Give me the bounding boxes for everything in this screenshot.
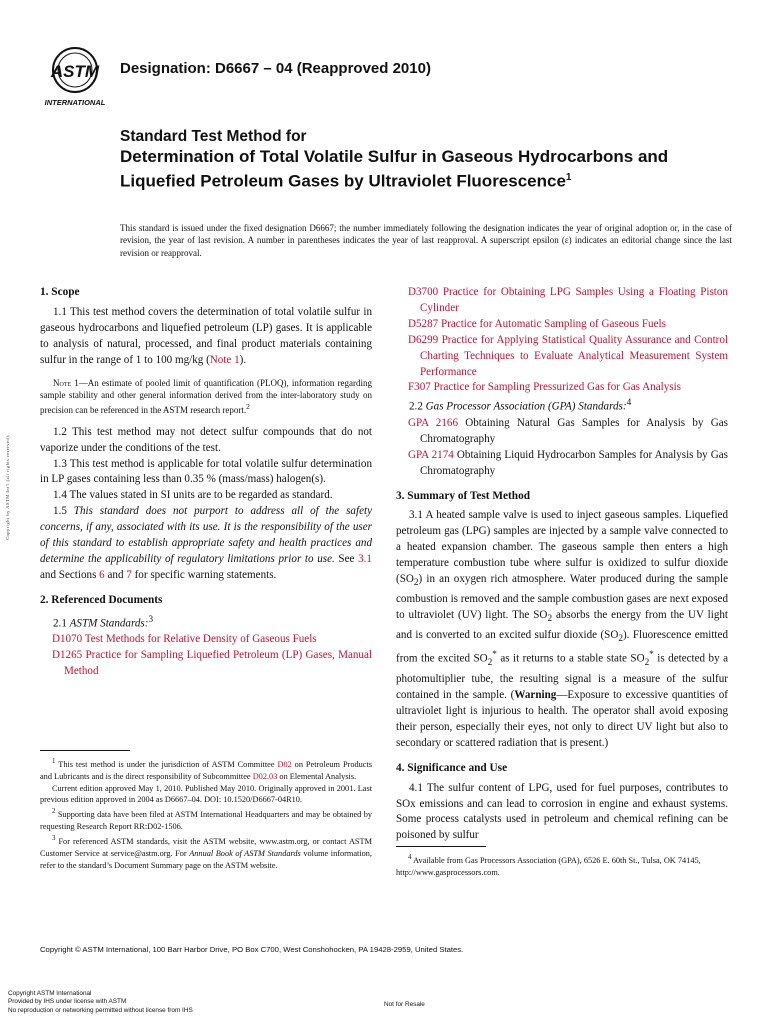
ref-d5287[interactable]: [396, 317, 728, 333]
ref-title: Test Methods for Relative Density of Gaseous Fuels: [84, 633, 317, 646]
para-1-5-and2: and: [104, 568, 127, 581]
astm-logo-icon: [38, 46, 112, 110]
para-1-3: 1.3 This test method is applicable for total volatile sulfur determination in LP gases containing less than 0.35 % (mass/mass) halogen(s).: [40, 457, 372, 486]
ref-gpa-2174[interactable]: [396, 448, 728, 480]
footnote-1: [40, 756, 372, 783]
section-1-heading: 1. Scope: [40, 286, 80, 298]
footnote-rule-right: [396, 846, 486, 847]
fn3-italic: Annual Book of ASTM Standards: [189, 848, 301, 858]
margin-text: Copyright by ASTM Int'l (all rights reserved);: [5, 433, 10, 540]
ref-title: Obtaining Natural Gas Samples for Analysis by Gas Chromatography: [420, 416, 728, 445]
para-1-1-text: 1.1 This test method covers the determination of total volatile sulfur in gaseous hydrocarbons and liquefied petroleum (LP) gases. It is applicable to analysis of natural, processed, and final product materials containing sulfur in the range of 1 to 100 mg/kg (: [40, 305, 372, 366]
license-notice: [8, 990, 193, 1015]
link-section-7[interactable]: 7: [126, 568, 132, 581]
summary-text-4: ). Fluorescence emitted from the excited SO: [396, 629, 728, 666]
sub-2-1-sup: 3: [148, 614, 154, 625]
copyright-line: Copyright © ASTM International, 100 Barr Harbor Drive, PO Box C700, West Conshohocken, PA 19428-2959, United States.: [40, 945, 464, 954]
footnote-2: [40, 806, 372, 833]
ref-code: D1265: [52, 649, 83, 662]
fn1-text-b: on Petroleum Products and Lubricants and is the direct responsibility of Subcommittee: [40, 759, 372, 781]
note-1: [40, 377, 372, 417]
title-footnote-mark: 1: [565, 171, 572, 183]
ref-code: D3700: [408, 286, 439, 298]
license-line-1: Copyright ASTM International: [8, 990, 92, 997]
para-3-1: [396, 508, 728, 751]
fn3-sup: 3: [52, 834, 56, 842]
para-4-1: 4.1 The sulfur content of LPG, used for fuel purposes, contributes to SOx emissions and can lead to corrosion in engine and exhaust systems. Some process catalysts used in petroleum and chemical refining can be poisoned by sulfur: [396, 781, 728, 842]
para-1-5: [40, 504, 372, 584]
para-1-2: 1.2 This test method may not detect sulfur compounds that do not vaporize under the conditions of the test.: [40, 425, 372, 454]
footnote-3: [40, 833, 372, 871]
ref-code: GPA 2166: [408, 416, 458, 429]
right-column: [396, 285, 728, 844]
fn4-sup: 4: [408, 854, 412, 861]
ref-title: Practice for Applying Statistical Quality Assurance and Control Charting Techniques to Evaluate Analytical Measurement System Performance: [420, 333, 728, 378]
ref-code: D5287: [408, 317, 439, 330]
section-3-heading: 3. Summary of Test Method: [396, 489, 530, 502]
summary-text-3: absorbs the energy from the UV light and is converted to an excited sulfur dioxide (SO: [396, 609, 729, 642]
footnote-4: [396, 852, 728, 879]
para-1-1-end: ).: [239, 353, 247, 366]
ref-title: Obtaining Liquid Hydrocarbon Samples for Analysis by Gas Chromatography: [420, 448, 728, 477]
star: *: [492, 650, 497, 661]
astm-logo: [38, 46, 112, 110]
para-1-5-and: and Sections: [40, 568, 100, 581]
license-line-3: No reproduction or networking permitted without license from IHS: [8, 1006, 193, 1014]
para-1-4: 1.4 The values stated in SI units are to be regarded as standard.: [53, 489, 333, 502]
sub-2-1: [40, 613, 372, 633]
ref-title: Practice for Sampling Liquefied Petroleum (LP) Gases, Manual Method: [64, 649, 372, 678]
fn1-text-c: on Elemental Analysis.: [277, 771, 357, 781]
summary-text-2: ) in an oxygen rich atmosphere. Water produced during the sample combustion is removed and the sample combustion gases are next exposed to ultraviolet (UV) light. The SO: [396, 573, 728, 622]
title-line1: Standard Test Method for: [120, 128, 307, 145]
sub-2: 2: [413, 578, 419, 589]
fn3-text-a: For referenced ASTM standards, visit the ASTM website, www.astm.org, or contact ASTM Customer Service at service@astm.org. For: [40, 836, 372, 858]
sub-2: 2: [644, 658, 650, 669]
left-column: [40, 285, 372, 680]
ref-d6299[interactable]: [396, 333, 728, 381]
logo-sub: INTERNATIONAL: [44, 98, 106, 107]
committee-d02-link[interactable]: D02: [277, 759, 292, 769]
note-text: 1—An estimate of pooled limit of quantification (PLOQ), information regarding sample stability and other general information derived from the inter-laboratory study on precision can be referenced in the ASTM research report.: [40, 377, 372, 416]
sub-2: 2: [487, 658, 493, 669]
ref-d1265[interactable]: [40, 648, 372, 680]
ref-d1070[interactable]: [40, 632, 372, 648]
para-1-5-see: See: [334, 553, 359, 565]
fn1-sup: 1: [52, 758, 56, 765]
ref-title: Practice for Obtaining LPG Samples Using a Floating Piston Cylinder: [420, 286, 728, 314]
star: *: [649, 650, 654, 661]
ref-code: D6299: [408, 333, 439, 346]
fn3-text-b: volume information, refer to the standard’s Document Summary page on the ASTM website.: [40, 848, 373, 870]
section-2-heading: 2. Referenced Documents: [40, 593, 163, 606]
logo-letters: ASTM: [50, 62, 100, 81]
issued-notice: This standard is issued under the fixed designation D6667; the number immediately following the designation indicates the year of original adoption or, in the case of revision, the year of last revision. A number in parentheses indicates the year of last reapproval. A superscript epsilon (ε) indicates an editorial change since the last revision or reapproval.: [120, 223, 732, 258]
ref-f307[interactable]: [396, 380, 728, 396]
sub-2-2-num: 2.2: [409, 401, 426, 414]
para-1-5-end: for specific warning statements.: [131, 568, 277, 581]
sub-2-2-sup: 4: [626, 398, 632, 409]
sub-2-1-title: ASTM Standards:: [69, 617, 149, 630]
sub-2-1-num: 2.1: [53, 617, 70, 630]
sub-2-2: [396, 396, 728, 416]
ref-code: F307: [408, 381, 431, 394]
para-1-5-italic: This standard does not purport to address all of the safety concerns, if any, associated with its use. It is the responsibility of the user of this standard to establish appropriate safety and health practices and determine the applicability of regulatory limitations prior to use.: [40, 505, 372, 565]
note-sup: 2: [246, 402, 250, 412]
fn1-text-a: This test method is under the jurisdiction of ASTM Committee: [58, 759, 278, 769]
footnote-rule-left: [40, 750, 130, 751]
subcommittee-d02-03-link[interactable]: D02.03: [252, 771, 278, 781]
sub-2: 2: [618, 634, 623, 645]
summary-text-6: is detected by a photomultiplier tube, the resulting signal is a measure of the sulfur contained in the sample. (: [396, 653, 728, 702]
note-label: Note: [53, 377, 72, 388]
summary-text-5: as it returns to a stable state SO: [496, 653, 645, 666]
license-line-2: Provided by IHS under license with ASTM: [8, 998, 127, 1006]
footnotes-left: [40, 756, 372, 871]
title-main: [120, 147, 720, 192]
fn2-sup: 2: [52, 808, 56, 816]
not-for-resale: Not for Resale: [384, 1001, 425, 1008]
designation: Designation: D6667 – 04 (Reapproved 2010): [120, 60, 431, 77]
ref-code: GPA 2174: [408, 448, 454, 461]
link-3-1[interactable]: 3.1: [358, 553, 372, 565]
note-1-link[interactable]: Note 1: [209, 353, 240, 366]
ref-d3700[interactable]: [396, 285, 728, 317]
summary-text-7: —Exposure to excessive quantities of ultraviolet light is injurious to health. The operator shall avoid exposing their person, especially their eyes, not only to direct UV light but also to secondary or scattered radiation that is present.): [396, 689, 728, 749]
summary-text-1: 3.1 A heated sample valve is used to inject gaseous samples. Liquefied petroleum gas (LPG) samples are injected by a sample valve connected to a heated expansion chamber. The gaseous sample then enters a high temperature combustion tube where sulfur is oxidized to sulfur dioxide (SO: [396, 509, 728, 586]
sub-2-2-title: Gas Processor Association (GPA) Standards:: [425, 401, 627, 414]
ref-gpa-2166[interactable]: [396, 416, 728, 448]
title-block: [120, 128, 720, 192]
fn4-text: Available from Gas Processors Association (GPA), 6526 E. 60th St., Tulsa, OK 74145, http://www.gasprocessors.com.: [396, 855, 701, 877]
section-4-heading: 4. Significance and Use: [396, 761, 508, 774]
footnote-edition: Current edition approved May 1, 2010. Published May 2010. Originally approved in 2001. Last previous edition approved in 2004 as D6667–04. DOI: 10.1520/D6667-04R10.: [40, 783, 372, 805]
title-text: Determination of Total Volatile Sulfur in Gaseous Hydrocarbons and Liquefied Petroleum Gases by Ultraviolet Fluorescence: [120, 147, 669, 191]
sub-2: 2: [547, 614, 553, 625]
ref-title: Practice for Automatic Sampling of Gaseous Fuels: [440, 317, 666, 330]
link-section-6[interactable]: 6: [99, 568, 105, 581]
fn2-text: Supporting data have been filed at ASTM International Headquarters and may be obtained by requesting Research Report RR:D02-1506.: [40, 810, 372, 832]
ref-code: D1070: [52, 633, 83, 646]
para-1-1: [40, 305, 372, 369]
ref-title: Practice for Sampling Pressurized Gas for Gas Analysis: [433, 381, 681, 394]
warning-label: Warning: [514, 689, 557, 702]
para-1-5-num: 1.5: [53, 505, 74, 518]
